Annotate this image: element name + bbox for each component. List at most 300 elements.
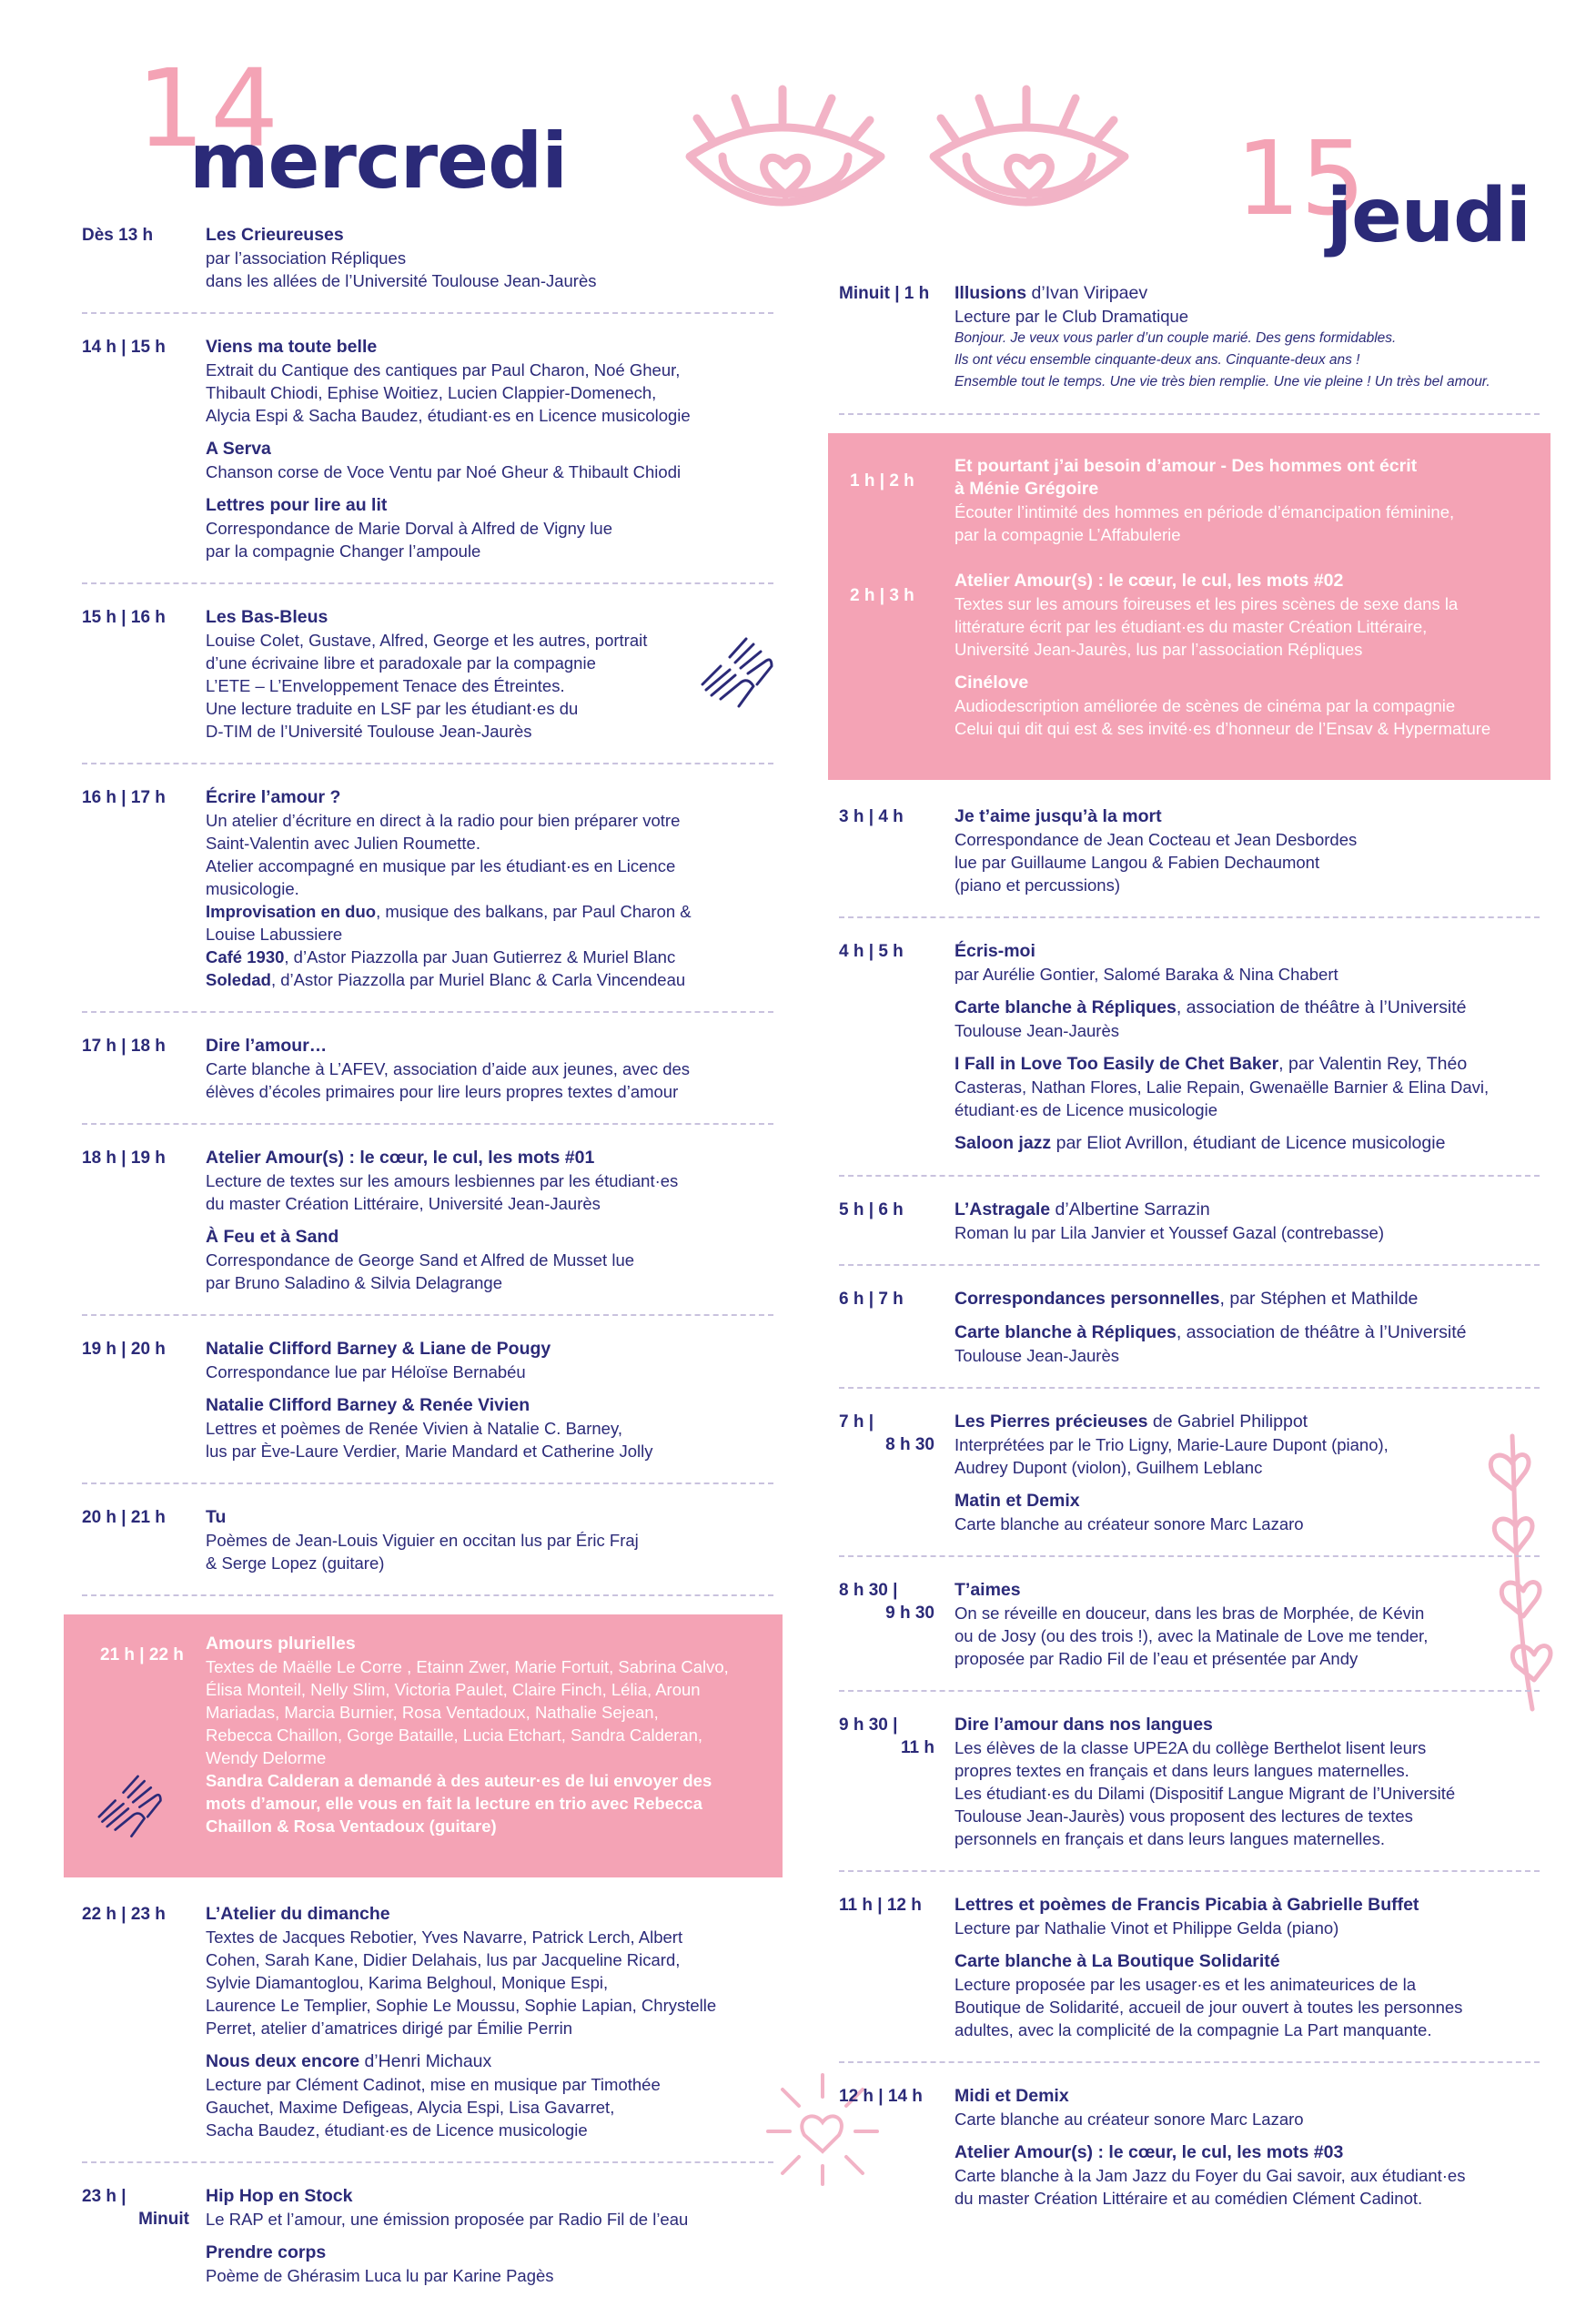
event-title-cont: à Ménie Grégoire	[955, 479, 1099, 499]
time-slot-content	[206, 1035, 773, 1103]
event-detail: Les élèves de la classe UPE2A du collège Berthelot lisent leurs	[955, 1738, 1427, 1757]
time-text: 7 h |	[839, 1412, 874, 1432]
time-text: 9 h 30 |	[839, 1715, 898, 1735]
event-detail: Une lecture traduite en LSF par les étudiant·es du	[206, 699, 579, 718]
event-title	[206, 494, 773, 517]
event-detail: Laurence Le Templier, Sophie Le Moussu, Sophie Lapian, Chrystelle	[206, 1996, 717, 2015]
time-slot-label	[850, 584, 945, 607]
event-detail: ou de Josy (ou des trois !), avec la Matinale de Love me tender,	[955, 1626, 1429, 1645]
event	[206, 1903, 773, 2039]
event-title	[206, 1226, 773, 1249]
time-text: 4 h | 5 h	[839, 942, 904, 961]
event-detail: Université Jean-Jaurès, lus par l’association Répliques	[955, 640, 1363, 659]
event-detail: Un atelier d’écriture en direct à la radio pour bien préparer votre	[206, 811, 681, 830]
time-slot-label	[839, 1579, 934, 1624]
time-text: 17 h | 18 h	[82, 1037, 166, 1056]
time-slot-content	[955, 455, 1551, 546]
event-title	[206, 438, 773, 460]
event	[206, 336, 773, 427]
event-detail: Extrait du Cantique des cantiques par Paul Charon, Noé Gheur,	[206, 360, 681, 379]
event-detail: Saint-Valentin avec Julien Roumette.	[206, 834, 480, 853]
time-slot-content	[955, 1288, 1540, 1367]
event-note: Sandra Calderan a demandé à des auteur·es de lui envoyer des	[206, 1771, 712, 1790]
event	[206, 1226, 773, 1294]
time-slot-label	[850, 470, 945, 492]
event-detail: Textes de Maëlle Le Corre , Etainn Zwer, Marie Fortuit, Sabrina Calvo,	[206, 1657, 729, 1676]
time-text: 3 h | 4 h	[839, 807, 904, 826]
time-text: 11 h | 12 h	[839, 1896, 922, 1915]
event-detail: Poèmes de Jean-Louis Viguier en occitan lus par Éric Fraj	[206, 1531, 639, 1550]
event-detail: Celui qui dit qui est & ses invité·es d’honneur de l’Ensav & Hypermature	[955, 719, 1491, 738]
time-slot-label	[839, 805, 934, 828]
time-slot	[82, 602, 773, 764]
event-title	[206, 1633, 783, 1655]
event	[955, 940, 1540, 986]
event-detail: Boutique de Solidarité, accueil de jour ouvert à toutes les personnes	[955, 1998, 1463, 2017]
event-detail: du master Création Littéraire, Université Jean-Jaurès	[206, 1194, 601, 1213]
event-detail: littérature écrit par les étudiant·es du master Création Littéraire,	[955, 617, 1428, 636]
event-title-text: Natalie Clifford Barney & Liane de Pougy	[206, 1339, 551, 1359]
event	[206, 438, 773, 483]
event-detail: (piano et percussions)	[955, 875, 1121, 895]
time-slot-content	[955, 1411, 1540, 1535]
event-detail: Carte blanche à la Jam Jazz du Foyer du Gai savoir, aux étudiant·es	[955, 2166, 1466, 2185]
event-detail-text: Louise Labussiere	[206, 925, 343, 944]
event-detail: Textes sur les amours foireuses et les pires scènes de sexe dans la	[955, 594, 1459, 613]
event-title-text: Tu	[206, 1507, 227, 1527]
event-detail: Correspondance de Marie Dorval à Alfred de Vigny lue	[206, 519, 612, 538]
event-detail: Audrey Dupont (violon), Guilhem Leblanc	[955, 1458, 1263, 1477]
event-title-text: Viens ma toute belle	[206, 337, 378, 357]
event-title-text: Nous deux encore	[206, 2051, 360, 2071]
event-title-text: Les Crieureuses	[206, 225, 344, 245]
time-text: 15 h | 16 h	[82, 608, 166, 627]
event-title	[206, 1035, 773, 1057]
event-title-text: Lettres pour lire au lit	[206, 495, 388, 515]
event-detail: propres textes en français et dans leurs langues maternelles.	[955, 1761, 1409, 1780]
event-detail: Poème de Ghérasim Luca lu par Karine Pagès	[206, 2266, 554, 2285]
event-detail: On se réveille en douceur, dans les bras de Morphée, de Kévin	[955, 1604, 1425, 1623]
time-slot	[82, 1629, 783, 1857]
program-thursday	[839, 278, 1540, 2230]
event-detail: Thibault Chiodi, Ephise Woitiez, Lucien Clappier-Domenech,	[206, 383, 657, 402]
highlight-box	[64, 1614, 783, 1877]
event	[955, 570, 1551, 661]
day-number: 15	[1236, 120, 1366, 238]
time-text: Dès 13 h	[82, 226, 154, 245]
time-slot	[839, 1575, 1540, 1692]
time-slot-content	[955, 570, 1551, 740]
event-detail: Correspondance de George Sand et Alfred de Musset lue	[206, 1250, 635, 1270]
event-detail: Toulouse Jean-Jaurès) vous proposent des lectures de textes	[955, 1806, 1413, 1826]
event-detail: par Bruno Saladino & Silvia Delagrange	[206, 1273, 503, 1292]
event	[955, 1132, 1540, 1155]
time-slot-content	[206, 1903, 773, 2141]
event	[206, 224, 773, 292]
event-detail: Cohen, Sarah Kane, Didier Delahais, lus par Jacqueline Ricard,	[206, 1950, 681, 1969]
event	[955, 455, 1551, 546]
event-title	[955, 2085, 1540, 2108]
event-title	[955, 1132, 1540, 1155]
event-detail: D-TIM de l’Université Toulouse Jean-Jaurès	[206, 722, 532, 741]
event-detail: Rebecca Chaillon, Gorge Bataille, Lucia Etchart, Sandra Calderan,	[206, 1725, 703, 1745]
time-slot-label	[82, 1903, 189, 1926]
event-quote: Ensemble tout le temps. Une vie très bien remplie. Une vie pleine ! Un très bel amour.	[955, 374, 1490, 390]
time-text: 8 h 30 |	[839, 1581, 898, 1600]
time-text: 6 h | 7 h	[839, 1290, 904, 1309]
time-text: Minuit	[138, 2210, 189, 2229]
event-detail: musicologie.	[206, 879, 299, 898]
event-title-text: Les Bas-Bleus	[206, 607, 328, 627]
time-slot	[82, 220, 773, 314]
event-title-text: Écris-moi	[955, 941, 1035, 961]
event-title	[955, 282, 1540, 305]
event-title	[206, 1338, 773, 1361]
event	[206, 786, 773, 991]
event	[955, 997, 1540, 1042]
time-slot-content	[955, 282, 1540, 393]
event	[955, 1579, 1540, 1670]
event	[206, 1338, 773, 1383]
event-detail-bold: Café 1930	[206, 947, 285, 966]
event-detail: Textes de Jacques Rebotier, Yves Navarre, Patrick Lerch, Albert	[206, 1928, 683, 1947]
event-detail: lue par Guillaume Langou & Fabien Dechaumont	[955, 853, 1320, 872]
event-title-text: Hip Hop en Stock	[206, 2186, 353, 2206]
event-title	[955, 805, 1540, 828]
time-text: 14 h | 15 h	[82, 338, 166, 357]
time-slot-content	[206, 606, 773, 743]
event-title-text: Lettres et poèmes de Francis Picabia à Gabrielle Buffet	[955, 1895, 1419, 1915]
event	[206, 606, 773, 743]
time-slot	[839, 1407, 1540, 1557]
event-title	[206, 1506, 773, 1529]
time-slot-content	[955, 1714, 1540, 1850]
time-slot	[839, 566, 1551, 760]
time-slot-label	[839, 1714, 934, 1759]
event-title	[955, 1199, 1540, 1221]
event-detail: Correspondance lue par Héloïse Bernabéu	[206, 1362, 526, 1381]
time-slot-content	[206, 786, 773, 991]
event-title-text: Atelier Amour(s) : le cœur, le cul, les mots #03	[955, 2142, 1344, 2162]
event-detail: L’ETE – L’Enveloppement Tenace des Étreintes.	[206, 676, 565, 695]
event-title-text: Midi et Demix	[955, 2086, 1069, 2106]
time-slot-content	[206, 1338, 773, 1462]
event-title	[955, 672, 1551, 694]
event-detail: Lecture proposée par les usager·es et les animateurices de la	[955, 1975, 1416, 1994]
event-detail: Carte blanche au créateur sonore Marc Lazaro	[955, 1514, 1304, 1533]
event-title-suffix: d’Albertine Sarrazin	[1050, 1199, 1210, 1219]
event-title-text: Et pourtant j’ai besoin d’amour - Des hommes ont écrit	[955, 456, 1418, 476]
time-slot	[82, 332, 773, 584]
time-slot-label	[839, 1411, 934, 1456]
event	[206, 1394, 773, 1462]
event-detail: Perret, atelier d’amatrices dirigé par Émilie Perrin	[206, 2019, 573, 2038]
event-title	[206, 2185, 773, 2208]
event-detail: Sacha Baudez, étudiant·es de Licence musicologie	[206, 2120, 588, 2140]
event-title	[955, 455, 1551, 478]
day-header-right	[1236, 120, 1536, 275]
event-title	[206, 2050, 773, 2073]
event-detail: Alycia Espi & Sacha Baudez, étudiant·es en Licence musicologie	[206, 406, 691, 425]
event-detail: Sylvie Diamantoglou, Karima Belghoul, Monique Espi,	[206, 1973, 609, 1992]
time-slot-content	[206, 336, 773, 562]
day-number: 14	[136, 46, 285, 171]
event-detail: Correspondance de Jean Cocteau et Jean Desbordes	[955, 830, 1358, 849]
time-text: 9 h 30	[885, 1604, 934, 1623]
event	[955, 1411, 1540, 1479]
time-slot	[839, 1284, 1540, 1389]
time-slot-label	[839, 282, 934, 305]
event	[955, 2141, 1540, 2210]
event-title-text: Carte blanche à Répliques	[955, 997, 1177, 1017]
time-slot	[839, 1890, 1540, 2063]
time-slot-label	[839, 1199, 934, 1221]
event-title-text: Matin et Demix	[955, 1491, 1080, 1511]
event-title	[955, 1321, 1540, 1344]
event-detail: Audiodescription améliorée de scènes de cinéma par la compagnie	[955, 696, 1456, 715]
heart-eyes-icon	[670, 69, 1143, 242]
time-text: 23 h |	[82, 2187, 126, 2206]
time-slot-label	[82, 1338, 189, 1361]
event-detail: proposée par Radio Fil de l’eau et présentée par Andy	[955, 1649, 1359, 1668]
time-slot-content	[955, 940, 1540, 1155]
event-title-text: L’Astragale	[955, 1199, 1051, 1219]
event-detail: Toulouse Jean-Jaurès	[955, 1021, 1119, 1040]
event-detail: Gauchet, Maxime Defigeas, Alycia Espi, Lisa Gavarret,	[206, 2098, 615, 2117]
event-detail-text: , d’Astor Piazzolla par Muriel Blanc & Carla Vincendeau	[270, 970, 686, 989]
time-text: 20 h | 21 h	[82, 1508, 166, 1527]
event-title	[955, 997, 1540, 1019]
event-title	[206, 224, 773, 247]
time-slot	[839, 278, 1540, 415]
event-title-text: L’Atelier du dimanche	[206, 1904, 390, 1924]
time-text: 12 h | 14 h	[839, 2087, 923, 2106]
event	[955, 1321, 1540, 1367]
time-slot	[82, 2181, 773, 2307]
event-detail-text: , d’Astor Piazzolla par Juan Gutierrez & Muriel Blanc	[284, 947, 676, 966]
event-title-text: Illusions	[955, 283, 1027, 303]
event	[955, 2085, 1540, 2130]
time-text: 18 h | 19 h	[82, 1148, 166, 1168]
event-title-text: I Fall in Love Too Easily de Chet Baker	[955, 1054, 1279, 1074]
time-slot-content	[955, 805, 1540, 896]
time-slot-label	[839, 1894, 934, 1917]
event-detail: lus par Ève-Laure Verdier, Marie Mandard et Catherine Jolly	[206, 1442, 653, 1461]
time-slot	[82, 1143, 773, 1316]
event-detail: élèves d’écoles primaires pour lire leurs propres textes d’amour	[206, 1082, 679, 1101]
event	[206, 1633, 783, 1837]
time-slot-label	[82, 2185, 189, 2231]
event-title-text: Carte blanche à La Boutique Solidarité	[955, 1951, 1280, 1971]
event-detail-bold: Improvisation en duo	[206, 902, 377, 921]
time-text: 1 h | 2 h	[850, 471, 914, 491]
event-detail: & Serge Lopez (guitare)	[206, 1553, 385, 1573]
event-title	[206, 336, 773, 359]
event-detail	[206, 923, 773, 946]
event	[955, 1894, 1540, 1939]
event-detail	[206, 968, 773, 991]
event-detail: Écouter l’intimité des hommes en période d’émancipation féminine,	[955, 502, 1455, 521]
event-detail: Roman lu par Lila Janvier et Youssef Gazal (contrebasse)	[955, 1223, 1385, 1242]
event-title	[206, 1394, 773, 1417]
event	[206, 2241, 773, 2287]
time-slot	[82, 1031, 773, 1125]
time-slot-content	[206, 224, 773, 292]
event-detail: par l’association Répliques	[206, 248, 407, 268]
event-note: mots d’amour, elle vous en fait la lecture en trio avec Rebecca	[206, 1794, 702, 1813]
event	[206, 494, 773, 562]
event-title	[955, 1411, 1540, 1433]
event	[955, 1288, 1540, 1310]
event-title-text: T’aimes	[955, 1580, 1021, 1600]
event-detail	[206, 946, 773, 968]
sign-language-hands-icon	[91, 1768, 164, 1841]
day-header-left	[136, 46, 568, 209]
event-detail: Lecture par Clément Cadinot, mise en musique par Timothée	[206, 2075, 661, 2094]
event-title-suffix: , par Valentin Rey, Théo	[1278, 1054, 1468, 1074]
event-title-text: Carte blanche à Répliques	[955, 1322, 1177, 1342]
program-wednesday	[82, 220, 773, 2307]
event-detail: dans les allées de l’Université Toulouse Jean-Jaurès	[206, 271, 597, 290]
event-title	[206, 1147, 773, 1169]
time-slot-label	[82, 336, 189, 359]
event-title	[955, 1579, 1540, 1602]
event-detail: du master Création Littéraire et au comédien Clément Cadinot.	[955, 2189, 1423, 2208]
time-slot	[839, 451, 1551, 566]
event-title	[955, 1894, 1540, 1917]
event-detail: Carte blanche au créateur sonore Marc Lazaro	[955, 2110, 1304, 2129]
event-detail: Lecture par le Club Dramatique	[955, 307, 1189, 326]
event-detail: Chanson corse de Voce Ventu par Noé Gheur & Thibault Chiodi	[206, 462, 682, 481]
event-title-text: Natalie Clifford Barney & Renée Vivien	[206, 1395, 530, 1415]
time-slot-content	[955, 1199, 1540, 1244]
time-text: 8 h 30	[885, 1435, 934, 1454]
event-title	[955, 1053, 1540, 1076]
event-title-text: Amours plurielles	[206, 1634, 356, 1654]
event	[955, 1490, 1540, 1535]
time-slot	[82, 783, 773, 1013]
event	[955, 1950, 1540, 2041]
time-slot-content	[955, 1579, 1540, 1670]
event-detail	[206, 900, 773, 923]
event-title	[955, 2141, 1540, 2164]
event-title	[955, 1714, 1540, 1736]
time-slot-label	[100, 1644, 207, 1666]
event-detail: Toulouse Jean-Jaurès	[955, 1346, 1119, 1365]
event-detail: étudiant·es de Licence musicologie	[955, 1100, 1217, 1119]
time-slot-content	[206, 2185, 773, 2287]
time-text: 16 h | 17 h	[82, 788, 166, 807]
event-quote: Ils ont vécu ensemble cinquante-deux ans. Cinquante-deux ans !	[955, 352, 1360, 368]
day-name: jeudi	[1327, 173, 1530, 259]
event-title	[206, 606, 773, 629]
event-title-suffix: , association de théâtre à l’Université	[1176, 1322, 1467, 1342]
event-detail: Élisa Monteil, Nelly Slim, Victoria Paulet, Claire Finch, Lélia, Aroun	[206, 1680, 701, 1699]
time-text: 21 h | 22 h	[100, 1645, 184, 1664]
highlight-box	[828, 433, 1551, 780]
event-detail: Les étudiant·es du Dilami (Dispositif Langue Migrant de l’Université	[955, 1784, 1456, 1803]
event-note: Chaillon & Rosa Ventadoux (guitare)	[206, 1816, 497, 1836]
event-title-text: Atelier Amour(s) : le cœur, le cul, les mots #01	[206, 1148, 595, 1168]
event-title	[206, 786, 773, 809]
time-slot	[82, 1899, 773, 2163]
event-detail: adultes, avec la complicité de la compagnie La Part manquante.	[955, 2020, 1432, 2039]
event-detail: Le RAP et l’amour, une émission proposée par Radio Fil de l’eau	[206, 2210, 689, 2229]
time-text: 11 h	[901, 1738, 934, 1757]
time-slot-content	[206, 1506, 773, 1574]
event	[206, 2185, 773, 2231]
time-slot	[82, 1334, 773, 1484]
event-detail: Wendy Delorme	[206, 1748, 327, 1767]
event	[955, 282, 1540, 393]
time-slot	[839, 1195, 1540, 1266]
time-text: 5 h | 6 h	[839, 1200, 904, 1219]
event-title-text: Atelier Amour(s) : le cœur, le cul, les mots #02	[955, 571, 1344, 591]
event-title-text: Les Pierres précieuses	[955, 1412, 1148, 1432]
time-slot	[839, 1710, 1540, 1872]
event-title-text: Dire l’amour dans nos langues	[955, 1715, 1213, 1735]
event-detail: par la compagnie Changer l’ampoule	[206, 541, 481, 561]
event-title-suffix: par Eliot Avrillon, étudiant de Licence musicologie	[1051, 1133, 1446, 1153]
event-detail: Mariadas, Marcia Burnier, Rosa Ventadoux, Nathalie Sejean,	[206, 1703, 659, 1722]
event-title-text: A Serva	[206, 439, 271, 459]
time-slot-label	[82, 1506, 189, 1529]
time-text: 2 h | 3 h	[850, 586, 914, 605]
time-slot-content	[955, 2085, 1540, 2210]
event-detail: Louise Colet, Gustave, Alfred, George et les autres, portrait	[206, 631, 648, 650]
event-title	[206, 2241, 773, 2264]
event-detail: Lettres et poèmes de Renée Vivien à Natalie C. Barney,	[206, 1419, 622, 1438]
time-slot	[839, 802, 1540, 918]
event-detail: Casteras, Nathan Flores, Lalie Repain, Gwenaëlle Barnier & Elina Davi,	[955, 1078, 1490, 1097]
time-slot-label	[82, 1035, 189, 1057]
event-detail-text: , musique des balkans, par Paul Charon &	[376, 902, 692, 921]
event-title-text: Cinélove	[955, 673, 1029, 693]
event	[206, 1035, 773, 1103]
event	[955, 672, 1551, 740]
event-title-text: Prendre corps	[206, 2242, 327, 2262]
event-title-text: Saloon jazz	[955, 1133, 1052, 1153]
time-slot-label	[82, 786, 189, 809]
time-slot-label	[839, 2085, 934, 2108]
time-text: 22 h | 23 h	[82, 1905, 166, 1924]
event-quote: Bonjour. Je veux vous parler d’un couple marié. Des gens formidables.	[955, 330, 1397, 346]
event	[206, 2050, 773, 2141]
event-title-suffix: de Gabriel Philippot	[1147, 1412, 1308, 1432]
time-slot	[839, 2081, 1540, 2230]
event	[955, 1053, 1540, 1121]
event-title	[206, 1903, 773, 1926]
time-slot-label	[82, 606, 189, 629]
event-title-suffix: , association de théâtre à l’Université	[1176, 997, 1467, 1017]
time-slot	[839, 936, 1540, 1177]
event-title-suffix: d’Ivan Viripaev	[1026, 283, 1148, 303]
time-text: 19 h | 20 h	[82, 1340, 166, 1359]
event	[206, 1147, 773, 1215]
event	[955, 1199, 1540, 1244]
event-title	[955, 1288, 1540, 1310]
event-title	[955, 570, 1551, 592]
time-text: Minuit | 1 h	[839, 284, 930, 303]
event-detail: d’une écrivaine libre et paradoxale par la compagnie	[206, 653, 596, 673]
event	[206, 1506, 773, 1574]
event-title	[955, 1490, 1540, 1513]
event-title-text: À Feu et à Sand	[206, 1227, 339, 1247]
event-detail: Lecture de textes sur les amours lesbiennes par les étudiant·es	[206, 1171, 679, 1190]
time-slot	[82, 1503, 773, 1596]
time-slot-label	[82, 1147, 189, 1169]
event-title	[955, 940, 1540, 963]
